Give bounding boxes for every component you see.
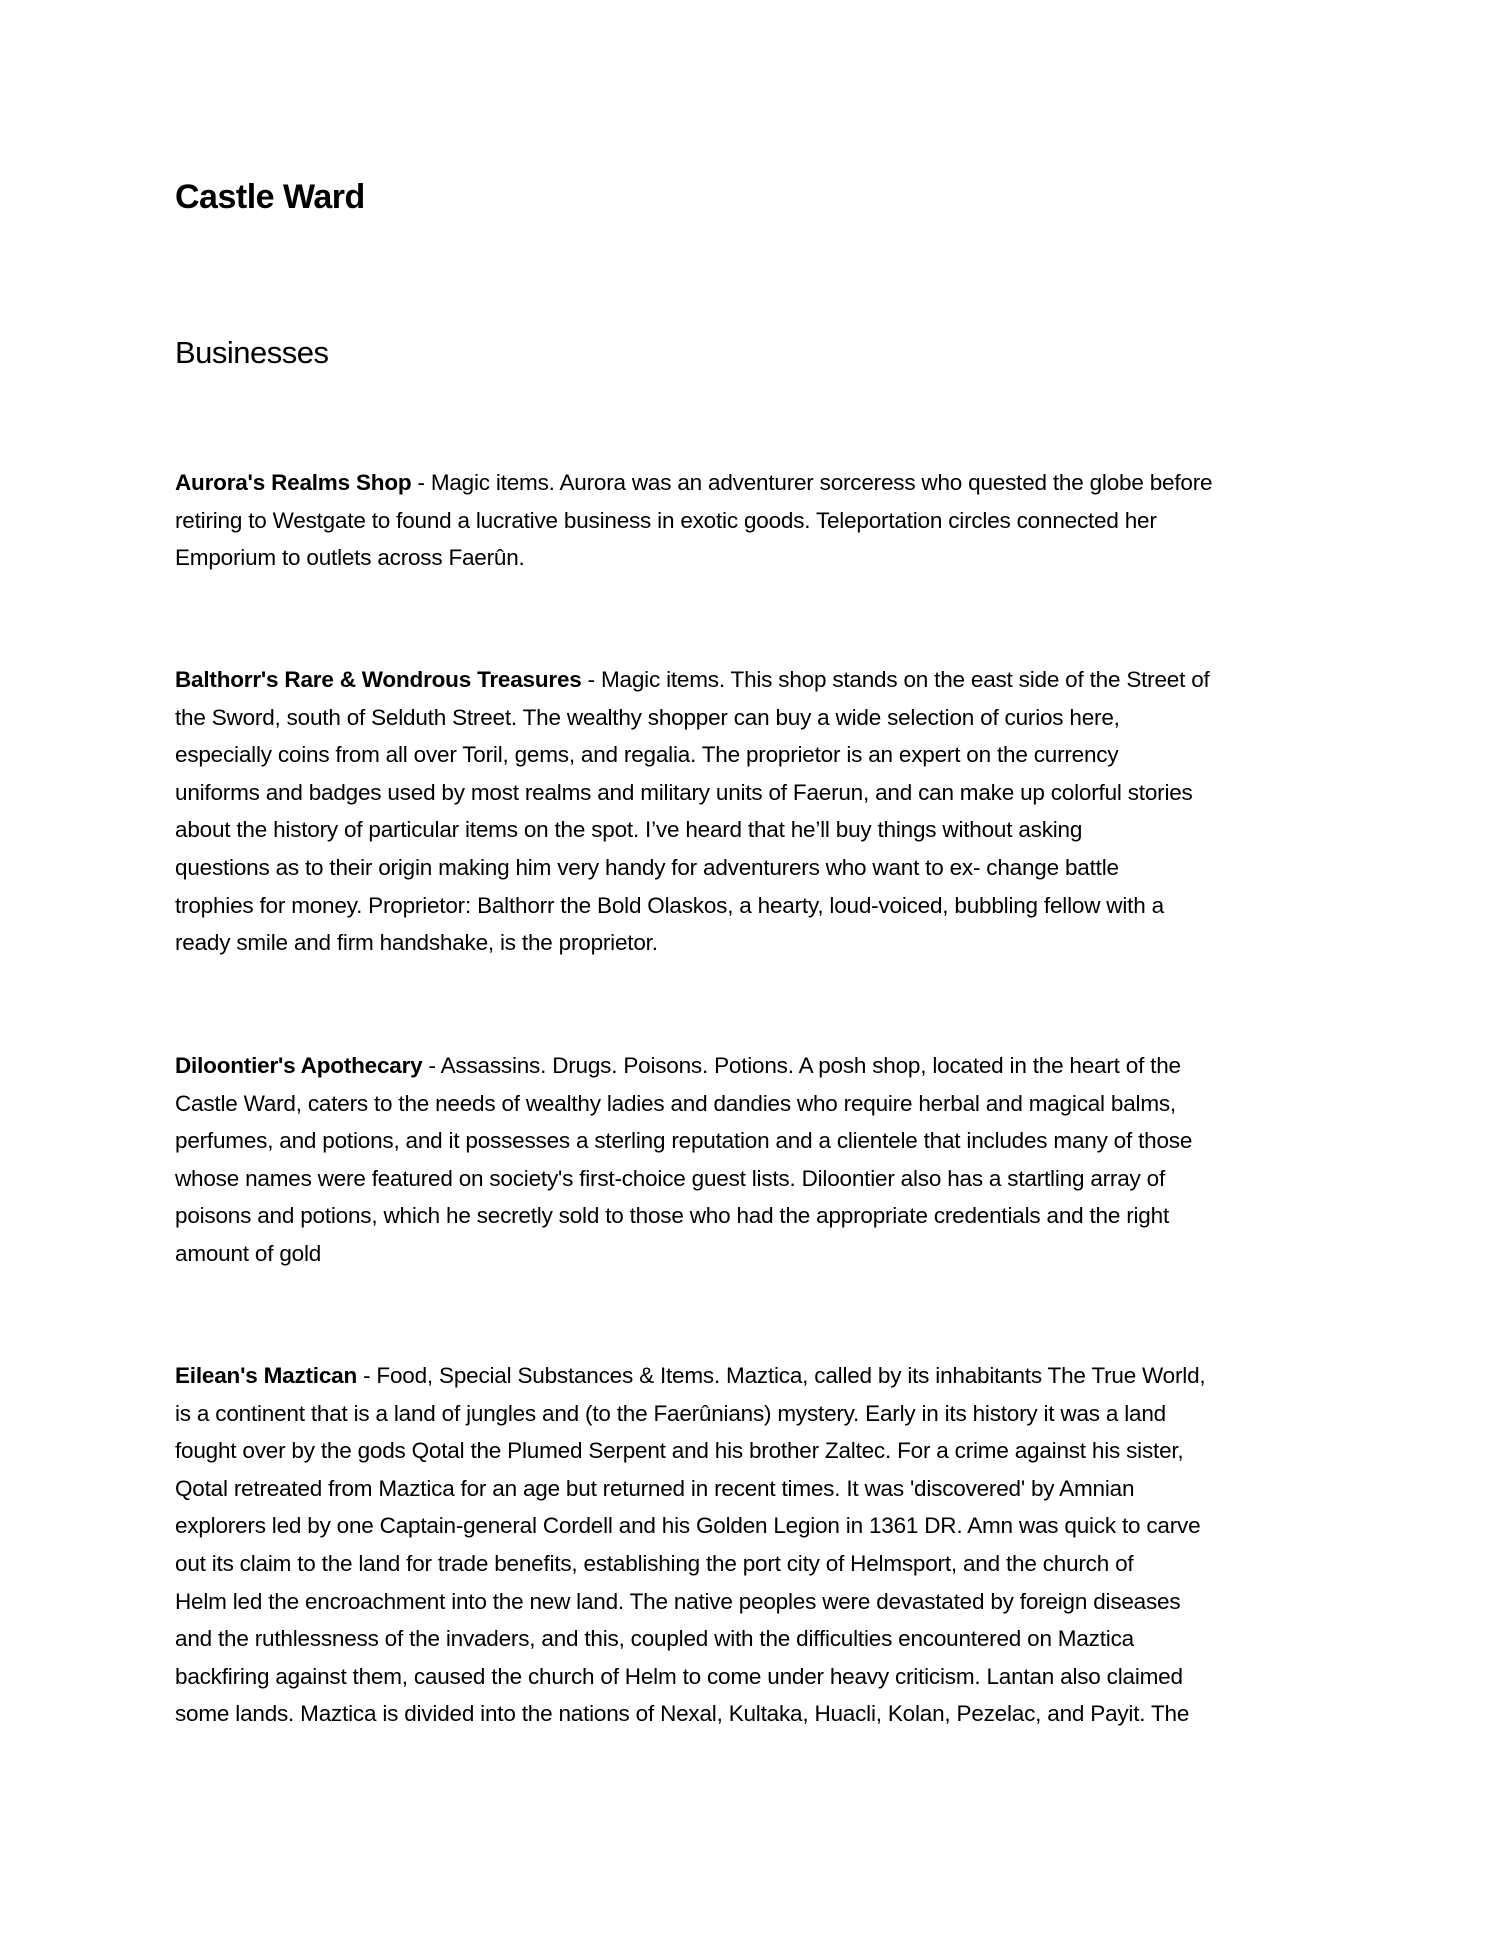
paragraph-line <box>175 1695 1315 1733</box>
paragraph-line <box>175 849 1315 887</box>
paragraph-line <box>175 1583 1315 1621</box>
line-text: especially coins from all over Toril, gems, and regalia. The proprietor is an expert on the currency <box>175 742 1119 768</box>
line-text: poisons and potions, which he secretly sold to those who had the appropriate credentials and the right <box>175 1203 1169 1229</box>
paragraph-line <box>175 1658 1315 1696</box>
paragraph-line <box>175 1197 1315 1235</box>
line-text: and the ruthlessness of the invaders, and this, coupled with the difficulties encountered on Maztica <box>175 1626 1134 1652</box>
line-text: uniforms and badges used by most realms and military units of Faerun, and can make up colorful stories <box>175 779 1193 805</box>
line-text: retiring to Westgate to found a lucrative business in exotic goods. Teleportation circles connected her <box>175 507 1157 533</box>
paragraph-line <box>175 1395 1315 1433</box>
paragraph-line <box>175 1432 1315 1470</box>
line-text: fought over by the gods Qotal the Plumed Serpent and his brother Zaltec. For a crime against his sister, <box>175 1438 1184 1464</box>
line-text: - Assassins. Drugs. Poisons. Potions. A posh shop, located in the heart of the <box>422 1053 1181 1078</box>
paragraph-line <box>175 502 1315 540</box>
paragraph-line <box>175 539 1315 577</box>
business-name: Balthorr's Rare & Wondrous Treasures <box>175 667 582 692</box>
line-text: questions as to their origin making him very handy for adventurers who want to ex- change battle <box>175 854 1119 880</box>
paragraph-line <box>175 1545 1315 1583</box>
line-text: amount of gold <box>175 1240 322 1266</box>
line-text: Castle Ward, caters to the needs of wealthy ladies and dandies who require herbal and magical balms, <box>175 1090 1176 1116</box>
paragraph-line <box>175 1047 1315 1085</box>
paragraph-line <box>175 924 1315 962</box>
paragraph-line <box>175 811 1315 849</box>
paragraph-line <box>175 1620 1315 1658</box>
paragraph-line <box>175 887 1315 925</box>
paragraph-line <box>175 736 1315 774</box>
section-heading: Businesses <box>175 335 329 370</box>
line-text: out its claim to the land for trade benefits, establishing the port city of Helmsport, and the church of <box>175 1550 1134 1576</box>
paragraph-line <box>175 699 1315 737</box>
business-entry <box>175 661 1315 962</box>
paragraph-line <box>175 1160 1315 1198</box>
paragraph-line <box>175 1470 1315 1508</box>
line-text: - Food, Special Substances & Items. Maztica, called by its inhabitants The True World, <box>357 1363 1206 1388</box>
paragraph-line <box>175 661 1315 699</box>
paragraph-line <box>175 1357 1315 1395</box>
business-entry <box>175 1047 1315 1273</box>
line-text: backfiring against them, caused the church of Helm to come under heavy criticism. Lantan also claimed <box>175 1663 1183 1689</box>
business-entry <box>175 1357 1315 1733</box>
line-text: whose names were featured on society's first-choice guest lists. Diloontier also has a startling array of <box>175 1165 1166 1191</box>
business-name: Aurora's Realms Shop <box>175 470 412 495</box>
page-title: Castle Ward <box>175 178 365 216</box>
line-text: - Magic items. This shop stands on the east side of the Street of <box>581 667 1210 692</box>
paragraph-line <box>175 1235 1315 1273</box>
paragraph-line <box>175 1507 1315 1545</box>
line-text: explorers led by one Captain-general Cordell and his Golden Legion in 1361 DR. Amn was quick to carve <box>175 1513 1201 1539</box>
line-text: trophies for money. Proprietor: Balthorr the Bold Olaskos, a hearty, loud-voiced, bubbling fellow with a <box>175 892 1164 918</box>
line-text: Emporium to outlets across Faerûn. <box>175 545 525 571</box>
business-name: Diloontier's Apothecary <box>175 1053 423 1078</box>
line-text: the Sword, south of Selduth Street. The wealthy shopper can buy a wide selection of curios here, <box>175 704 1120 730</box>
line-text: Helm led the encroachment into the new land. The native peoples were devastated by foreign diseases <box>175 1588 1181 1614</box>
paragraph-line <box>175 1122 1315 1160</box>
paragraph-line <box>175 464 1315 502</box>
line-text: perfumes, and potions, and it possesses a sterling reputation and a clientele that includes many of those <box>175 1128 1193 1154</box>
line-text: some lands. Maztica is divided into the nations of Nexal, Kultaka, Huacli, Kolan, Pezelac, and Payit. The <box>175 1701 1190 1727</box>
line-text: is a continent that is a land of jungles and (to the Faerûnians) mystery. Early in its history it was a land <box>175 1400 1166 1426</box>
paragraph-line <box>175 774 1315 812</box>
line-text: - Magic items. Aurora was an adventurer sorceress who quested the globe before <box>411 470 1213 495</box>
paragraph-line <box>175 1085 1315 1123</box>
line-text: Qotal retreated from Maztica for an age but returned in recent times. It was 'discovered' by Amnian <box>175 1475 1135 1501</box>
business-name: Eilean's Maztican <box>175 1363 358 1388</box>
business-entry <box>175 464 1315 577</box>
line-text: about the history of particular items on the spot. I’ve heard that he’ll buy things without asking <box>175 817 1083 843</box>
line-text: ready smile and firm handshake, is the proprietor. <box>175 930 658 956</box>
